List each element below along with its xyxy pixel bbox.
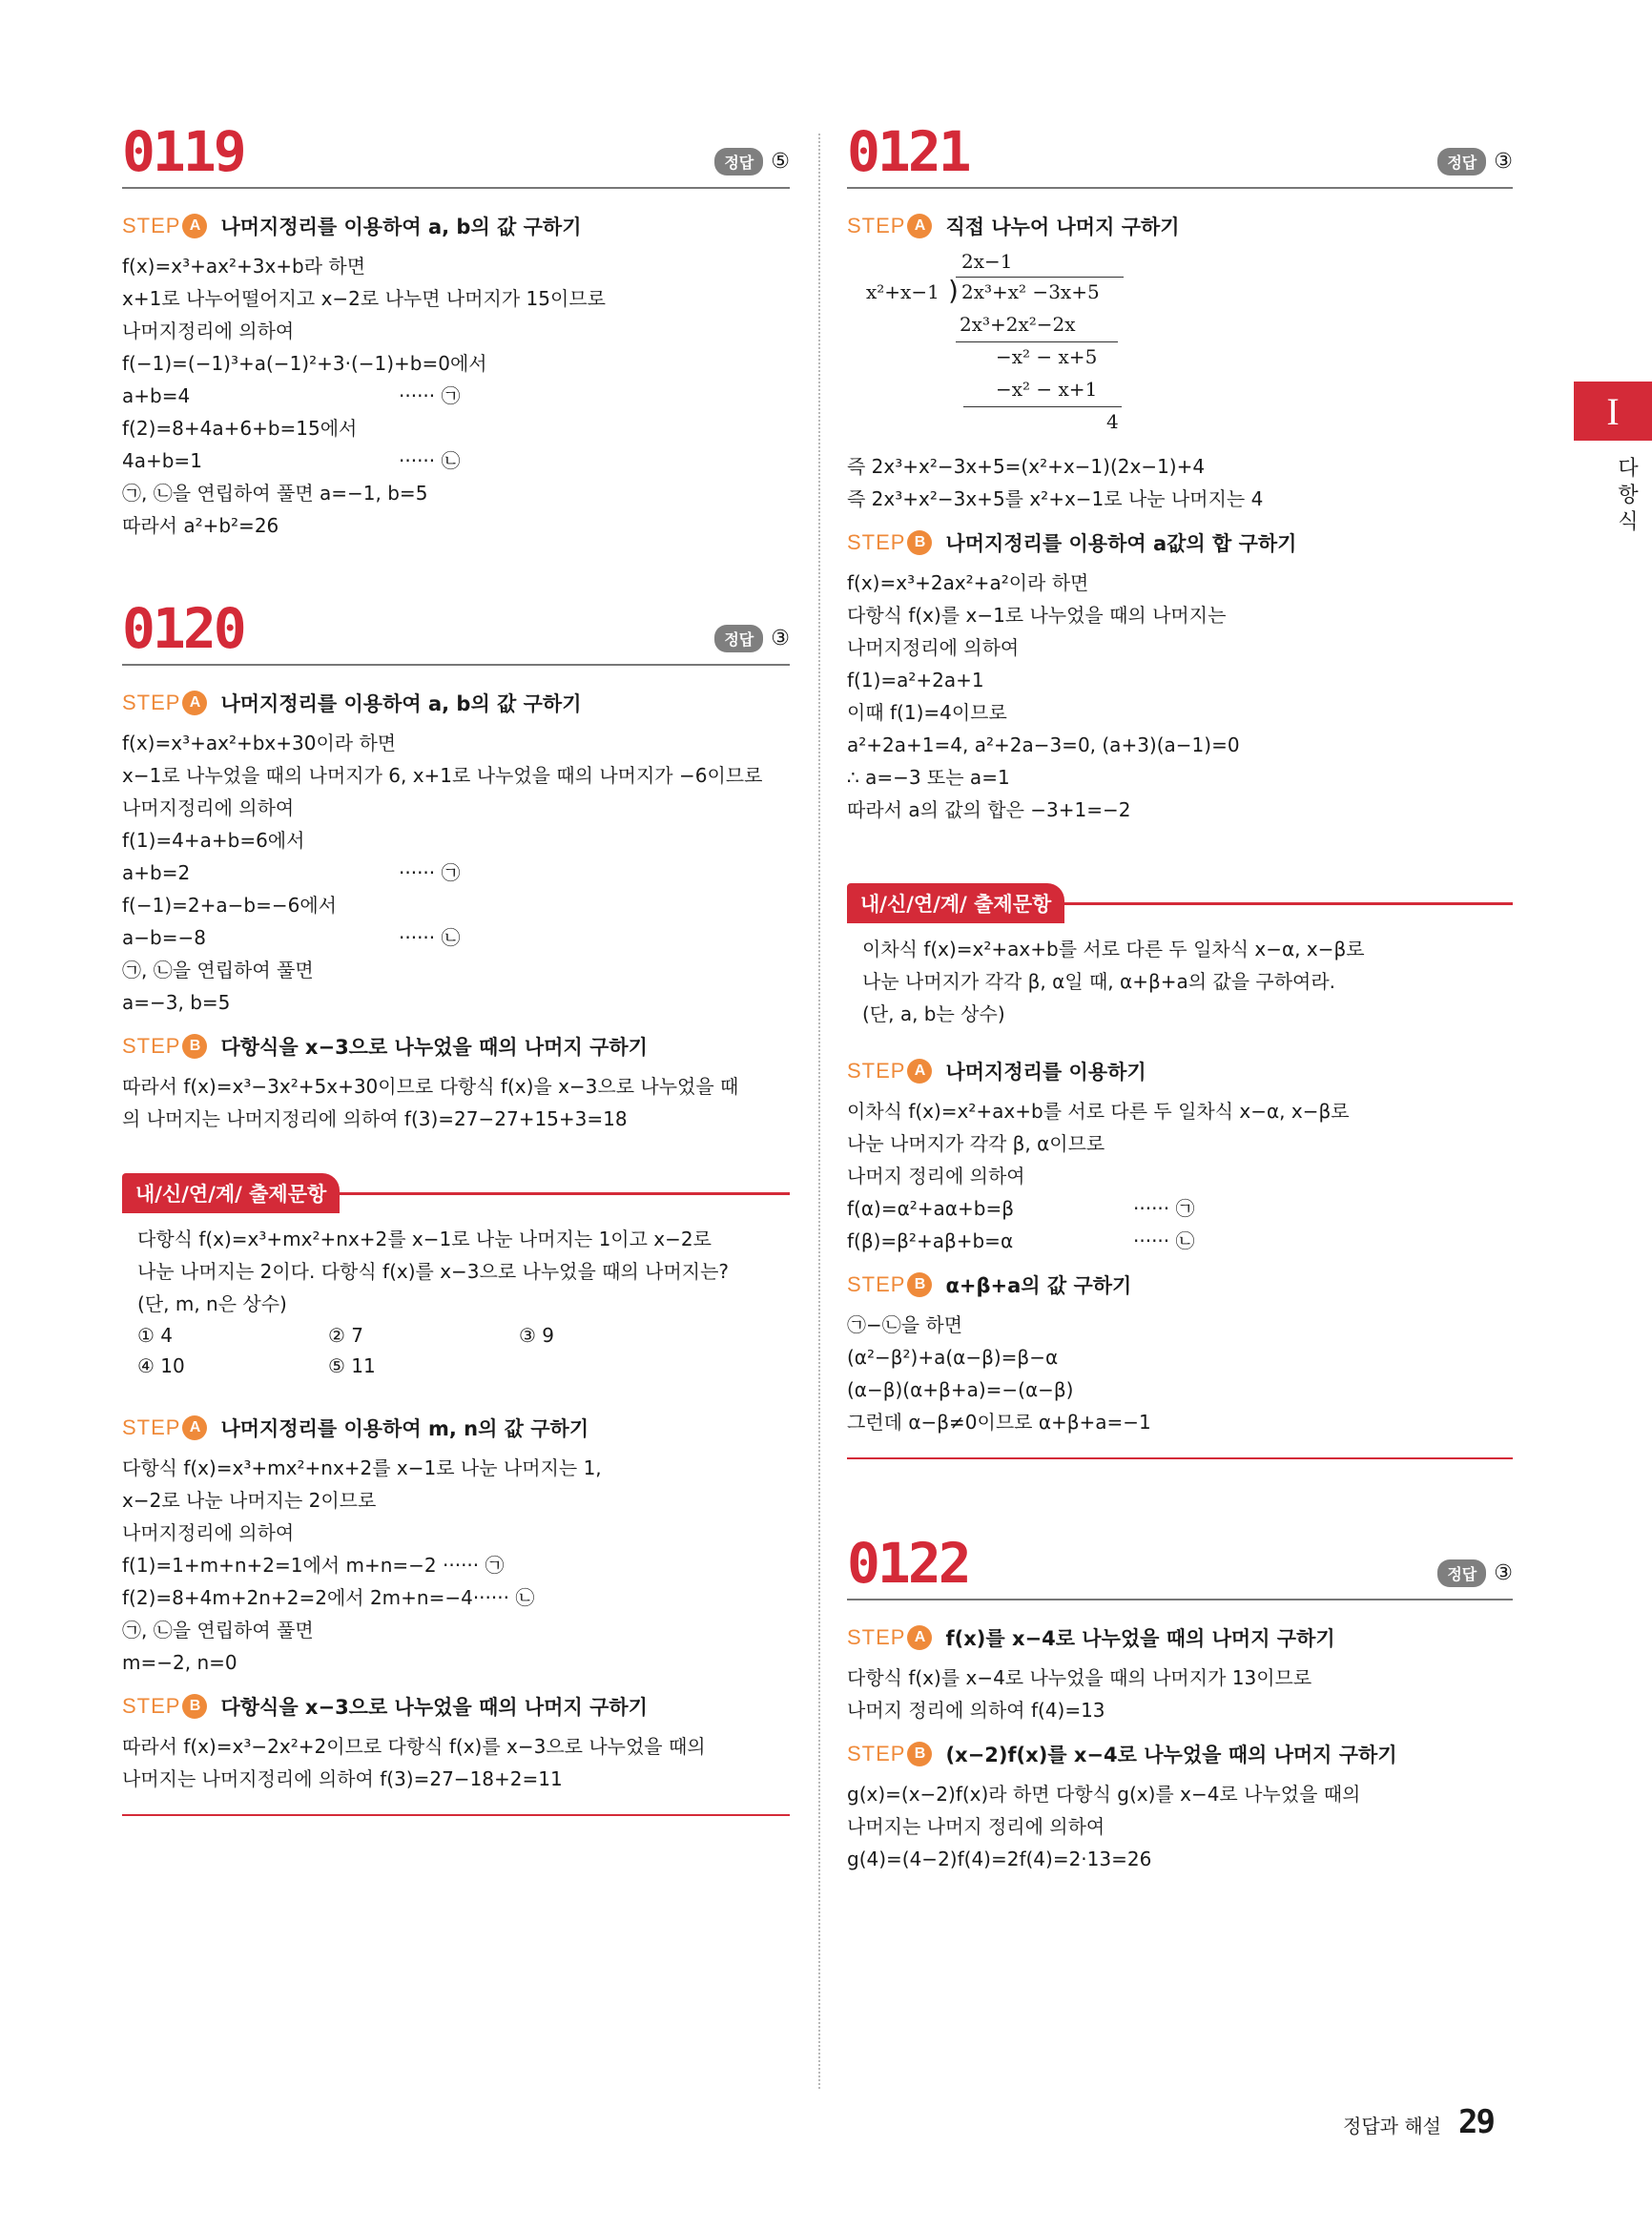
solution-line: x−1로 나누었을 때의 나머지가 6, x+1로 나누었을 때의 나머지가 −6이므로 <box>122 764 763 787</box>
question-line: 나눈 나머지가 각각 β, α일 때, α+β+a의 값을 구하여라. <box>862 970 1336 993</box>
division-row: 2x³+2x²−2x <box>960 313 1076 336</box>
solution-line <box>847 1192 1513 1225</box>
step-a <box>847 1623 1513 1652</box>
solution-line: (α²−β²)+a(α−β)=β−α <box>847 1346 1059 1369</box>
quotient: 2x−1 <box>961 250 1013 273</box>
solution-line: 의 나머지는 나머지정리에 의하여 f(3)=27−27+15+3=18 <box>122 1107 628 1130</box>
related-problem-header <box>847 883 1513 923</box>
solution-line: x−2로 나눈 나머지는 2이므로 <box>122 1489 377 1512</box>
solution-line: m=−2, n=0 <box>122 1651 237 1674</box>
problem-header <box>847 119 1513 189</box>
solution-line: 나머지는 나머지 정리에 의하여 <box>847 1815 1105 1838</box>
choice: ④ 10 <box>137 1354 185 1377</box>
step-b-icon: B <box>182 1034 207 1059</box>
step-label: STEP <box>122 691 181 714</box>
solution-line: 다항식 f(x)=x³+mx²+nx+2를 x−1로 나눈 나머지는 1, <box>122 1456 602 1479</box>
answer <box>1437 148 1513 176</box>
solution-line: 따라서 f(x)=x³−3x²+5x+30이므로 다항식 f(x)을 x−3으로 나누었을 때 <box>122 1075 739 1098</box>
solution-line: 즉 2x³+x²−3x+5를 x²+x−1로 나눈 나머지는 4 <box>847 487 1264 510</box>
solution-line: (α−β)(α+β+a)=−(α−β) <box>847 1378 1074 1401</box>
choice: ③ 9 <box>519 1324 555 1347</box>
step-a <box>122 689 790 717</box>
solution-line: f(1)=4+a+b=6에서 <box>122 829 305 852</box>
answer-badge: 정답 <box>714 148 763 176</box>
remainder: 4 <box>1106 410 1119 433</box>
solution-line: f(−1)=2+a−b=−6에서 <box>122 894 337 917</box>
solution-line: 따라서 a의 값의 합은 −3+1=−2 <box>847 798 1131 821</box>
answer-badge: 정답 <box>1437 148 1486 176</box>
choice: ② 7 <box>328 1324 364 1347</box>
chapter-tab: I <box>1574 382 1652 441</box>
solution-line: ∴ a=−3 또는 a=1 <box>847 766 1010 789</box>
solution-line: a=−3, b=5 <box>122 991 231 1014</box>
step-label: STEP <box>847 1625 906 1649</box>
answer-value: ③ <box>1494 1561 1513 1585</box>
solution-line: 다항식 f(x)를 x−1로 나누었을 때의 나머지는 <box>847 604 1227 627</box>
step-title: 나머지정리를 이용하기 <box>945 1061 1146 1084</box>
solution-line: f(1)=1+m+n+2=1에서 m+n=−2 ······ ㉠ <box>122 1554 505 1577</box>
answer-value: ③ <box>1494 150 1513 174</box>
equation: a+b=4 <box>122 384 191 407</box>
related-problem-body <box>122 1213 790 1385</box>
solution-line <box>122 444 790 477</box>
solution-line: 즉 2x³+x²−3x+5=(x²+x−1)(2x−1)+4 <box>847 455 1206 478</box>
solution-line: f(−1)=(−1)³+a(−1)²+3·(−1)+b=0에서 <box>122 352 487 375</box>
step-b-icon: B <box>907 1272 932 1297</box>
solution-line: ㉠−㉡을 하면 <box>847 1313 963 1336</box>
solution-line: 나머지 정리에 의하여 <box>847 1165 1025 1187</box>
equation: a+b=2 <box>122 861 191 884</box>
related-problem-header <box>122 1173 790 1213</box>
problem-0120 <box>122 596 790 1816</box>
question-line: 나눈 나머지는 2이다. 다항식 f(x)를 x−3으로 나누었을 때의 나머지는? <box>137 1260 730 1283</box>
related-problem-tag: 내/신/연/계/ 출제문항 <box>847 883 1064 923</box>
step-label: STEP <box>847 1742 906 1765</box>
step-title: 다항식을 x−3으로 나누었을 때의 나머지 구하기 <box>220 1696 648 1719</box>
choices <box>137 1320 774 1381</box>
answer-badge: 정답 <box>714 625 763 652</box>
step-b <box>122 1032 790 1061</box>
equation-mark: ······ ㉡ <box>1133 1229 1195 1252</box>
solution-line: 나머지정리에 의하여 <box>122 1521 295 1544</box>
answer-badge: 정답 <box>1437 1559 1486 1587</box>
choice: ① 4 <box>137 1324 174 1347</box>
solution-line: 따라서 a²+b²=26 <box>122 514 279 537</box>
division-bar <box>956 277 1124 278</box>
step-a-icon: A <box>182 691 207 715</box>
step-title: 나머지정리를 이용하여 a, b의 값 구하기 <box>220 216 582 238</box>
page-number: 29 <box>1457 2103 1494 2141</box>
red-end-rule <box>847 1457 1513 1459</box>
solution-line: g(4)=(4−2)f(4)=2f(4)=2·13=26 <box>847 1848 1152 1870</box>
step-b <box>122 1692 790 1721</box>
dividend: 2x³+x² −3x+5 <box>961 280 1100 303</box>
problem-0119 <box>122 119 790 542</box>
solution-line: 이차식 f(x)=x²+ax+b를 서로 다른 두 일차식 x−α, x−β로 <box>847 1100 1350 1123</box>
step-label: STEP <box>122 1415 181 1439</box>
solution-line <box>122 921 790 954</box>
solution-line: f(2)=8+4m+2n+2=2에서 2m+n=−4······ ㉡ <box>122 1586 535 1609</box>
answer <box>714 625 790 652</box>
related-problem <box>122 1173 790 1816</box>
step-b <box>847 528 1513 557</box>
solution-line <box>122 380 790 412</box>
answer <box>714 148 790 176</box>
related-problem-body <box>847 923 1513 1034</box>
red-rule <box>340 1192 790 1195</box>
problem-header <box>122 119 790 189</box>
problem-number: 0119 <box>122 119 244 184</box>
choice: ⑤ 11 <box>328 1354 376 1377</box>
equation-mark: ······ ㉠ <box>399 861 461 884</box>
problem-number: 0121 <box>847 119 969 184</box>
step-title: α+β+a의 값 구하기 <box>945 1274 1132 1297</box>
equation-mark: ······ ㉡ <box>399 926 461 949</box>
step-a <box>847 1057 1513 1085</box>
step-label: STEP <box>847 214 906 237</box>
solution-line: f(x)=x³+ax²+3x+b라 하면 <box>122 255 366 278</box>
step-b <box>847 1740 1513 1768</box>
problem-number: 0122 <box>847 1531 969 1596</box>
solution-line: ㉠, ㉡을 연립하여 풀면 <box>122 1619 314 1642</box>
question-line: 이차식 f(x)=x²+ax+b를 서로 다른 두 일차식 x−α, x−β로 <box>862 938 1365 960</box>
related-problem-tag: 내/신/연/계/ 출제문항 <box>122 1173 340 1213</box>
step-title: (x−2)f(x)를 x−4로 나누었을 때의 나머지 구하기 <box>945 1744 1397 1766</box>
step-label: STEP <box>122 1034 181 1058</box>
solution-line: f(x)=x³+2ax²+a²이라 하면 <box>847 571 1089 594</box>
step-title: 나머지정리를 이용하여 a, b의 값 구하기 <box>220 692 582 715</box>
right-column <box>847 119 1513 1875</box>
answer <box>1437 1559 1513 1587</box>
solution-line: 나머지정리에 의하여 <box>847 636 1020 659</box>
solution-line <box>847 1225 1513 1257</box>
question-line: 다항식 f(x)=x³+mx²+nx+2를 x−1로 나눈 나머지는 1이고 x−2로 <box>137 1228 712 1250</box>
problem-header <box>122 596 790 666</box>
solution-line: 그런데 α−β≠0이므로 α+β+a=−1 <box>847 1411 1151 1434</box>
step-a <box>847 212 1513 240</box>
question-line: (단, a, b는 상수) <box>862 1002 1005 1025</box>
problem-0121 <box>847 119 1513 1459</box>
solution-line: f(1)=a²+2a+1 <box>847 669 984 692</box>
division-rule <box>963 406 1122 407</box>
problem-header <box>847 1531 1513 1600</box>
chapter-label: 다항식 <box>1618 457 1639 534</box>
step-a <box>122 1414 790 1442</box>
step-title: 나머지정리를 이용하여 a값의 합 구하기 <box>945 532 1297 555</box>
step-label: STEP <box>847 1272 906 1296</box>
related-problem <box>847 883 1513 1459</box>
step-b-icon: B <box>907 530 932 555</box>
page-footer <box>1343 2103 1494 2141</box>
solution-line: a²+2a+1=4, a²+2a−3=0, (a+3)(a−1)=0 <box>847 733 1240 756</box>
problem-number: 0120 <box>122 596 244 661</box>
answer-value: ⑤ <box>771 150 790 174</box>
step-label: STEP <box>122 1694 181 1718</box>
column-divider <box>818 134 820 2089</box>
step-title: 다항식을 x−3으로 나누었을 때의 나머지 구하기 <box>220 1036 648 1059</box>
problem-0122 <box>847 1531 1513 1875</box>
solution-line: 다항식 f(x)를 x−4로 나누었을 때의 나머지가 13이므로 <box>847 1666 1312 1689</box>
step-label: STEP <box>847 530 906 554</box>
step-a <box>122 212 790 240</box>
red-rule <box>1064 902 1513 905</box>
left-column <box>122 119 790 1816</box>
step-a-icon: A <box>907 1625 932 1650</box>
equation-mark: ······ ㉡ <box>399 449 461 472</box>
division-row: −x² − x+1 <box>996 378 1098 401</box>
divisor: x²+x−1 <box>866 280 940 303</box>
solution-line: f(x)=x³+ax²+bx+30이라 하면 <box>122 732 397 754</box>
equation-mark: ······ ㉠ <box>399 384 461 407</box>
step-title: f(x)를 x−4로 나누었을 때의 나머지 구하기 <box>945 1627 1335 1650</box>
solution-line: g(x)=(x−2)f(x)라 하면 다항식 g(x)를 x−4로 나누었을 때의 <box>847 1783 1361 1806</box>
equation: f(α)=α²+aα+b=β <box>847 1197 1014 1220</box>
step-a-icon: A <box>182 1415 207 1440</box>
equation: f(β)=β²+aβ+b=α <box>847 1229 1014 1252</box>
solution-line: 따라서 f(x)=x³−2x²+2이므로 다항식 f(x)를 x−3으로 나누었을 때의 <box>122 1735 706 1758</box>
equation-mark: ······ ㉠ <box>1133 1197 1195 1220</box>
step-title: 나머지정리를 이용하여 m, n의 값 구하기 <box>220 1417 589 1440</box>
solution-line: ㉠, ㉡을 연립하여 풀면 a=−1, b=5 <box>122 482 428 505</box>
long-division <box>847 250 1513 450</box>
division-row: −x² − x+5 <box>996 345 1098 368</box>
solution-line <box>122 857 790 889</box>
solution-line: f(2)=8+4a+6+b=15에서 <box>122 417 358 440</box>
solution-line: 나눈 나머지가 각각 β, α이므로 <box>847 1132 1105 1155</box>
step-label: STEP <box>847 1059 906 1083</box>
equation: a−b=−8 <box>122 926 206 949</box>
step-a-icon: A <box>907 1059 932 1084</box>
solution-line: 이때 f(1)=4이므로 <box>847 701 1007 724</box>
red-end-rule <box>122 1814 790 1816</box>
division-bracket: ) <box>948 275 959 306</box>
solution-line: 나머지정리에 의하여 <box>122 320 295 342</box>
question-line: (단, m, n은 상수) <box>137 1292 287 1315</box>
step-a-icon: A <box>907 214 932 238</box>
step-label: STEP <box>122 214 181 237</box>
solution-line: 나머지는 나머지정리에 의하여 f(3)=27−18+2=11 <box>122 1767 563 1790</box>
solution-line: 나머지 정리에 의하여 f(4)=13 <box>847 1699 1105 1722</box>
answer-value: ③ <box>771 627 790 650</box>
solution-line: ㉠, ㉡을 연립하여 풀면 <box>122 959 314 981</box>
division-rule <box>956 341 1118 342</box>
solution-line: x+1로 나누어떨어지고 x−2로 나누면 나머지가 15이므로 <box>122 287 606 310</box>
solution-line: 나머지정리에 의하여 <box>122 796 295 819</box>
step-b-icon: B <box>907 1742 932 1766</box>
equation: 4a+b=1 <box>122 449 202 472</box>
step-title: 직접 나누어 나머지 구하기 <box>945 216 1180 238</box>
footer-label: 정답과 해설 <box>1343 2115 1441 2137</box>
step-b-icon: B <box>182 1694 207 1719</box>
step-b <box>847 1270 1513 1299</box>
step-a-icon: A <box>182 214 207 238</box>
